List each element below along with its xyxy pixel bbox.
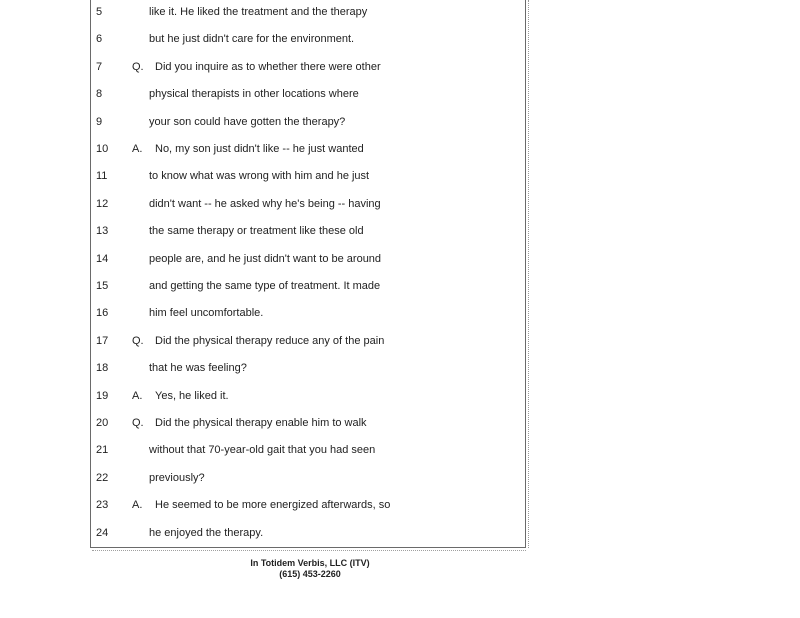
footer-company: In Totidem Verbis, LLC (ITV) bbox=[250, 558, 370, 568]
page-shadow-right bbox=[526, 0, 529, 548]
line-text: people are, and he just didn't want to be around bbox=[149, 252, 382, 265]
line-text: physical therapists in other locations where bbox=[149, 88, 359, 101]
line-number: 18 bbox=[96, 362, 109, 375]
line-text: He seemed to be more energized afterwards, so bbox=[155, 499, 391, 512]
line-text: No, my son just didn't like -- he just wanted bbox=[155, 143, 364, 155]
line-text: that he was feeling? bbox=[149, 362, 247, 375]
footer-phone: (615) 453-2260 bbox=[279, 569, 341, 579]
line-number: 24 bbox=[96, 526, 109, 539]
line-number: 8 bbox=[96, 88, 103, 101]
line-number: 23 bbox=[96, 499, 109, 512]
line-text: without that 70-year-old gait that you had seen bbox=[149, 444, 376, 457]
line-text: to know what was wrong with him and he just bbox=[149, 170, 370, 183]
line-text: the same therapy or treatment like these old bbox=[149, 225, 364, 238]
line-number: 19 bbox=[96, 389, 109, 402]
line-text: Did the physical therapy reduce any of the pain bbox=[155, 334, 385, 347]
line-number: 21 bbox=[96, 444, 109, 457]
line-number: 22 bbox=[96, 471, 109, 484]
page-shadow-bottom bbox=[92, 549, 526, 551]
line-text: Did you inquire as to whether there were other bbox=[155, 60, 381, 73]
qa-marker: A. bbox=[132, 143, 143, 155]
line-text: and getting the same type of treatment. It made bbox=[149, 280, 381, 292]
qa-marker: Q. bbox=[132, 417, 144, 429]
line-number: 13 bbox=[96, 225, 109, 238]
line-text: Yes, he liked it. bbox=[155, 389, 229, 402]
line-text: didn't want -- he asked why he's being -- having bbox=[149, 197, 381, 210]
line-number: 5 bbox=[96, 6, 103, 18]
line-number: 9 bbox=[96, 115, 103, 128]
qa-marker: Q. bbox=[132, 334, 144, 347]
line-number: 14 bbox=[96, 252, 109, 265]
qa-marker: A. bbox=[132, 389, 143, 402]
line-number: 20 bbox=[96, 417, 109, 429]
qa-marker: Q. bbox=[132, 60, 144, 73]
line-text: previously? bbox=[149, 471, 205, 484]
line-number: 11 bbox=[96, 170, 108, 183]
line-text: him feel uncomfortable. bbox=[149, 307, 264, 320]
line-number: 6 bbox=[96, 33, 103, 46]
line-number: 17 bbox=[96, 334, 109, 347]
line-text: Did the physical therapy enable him to walk bbox=[155, 417, 367, 429]
line-number: 16 bbox=[96, 307, 109, 320]
line-number: 15 bbox=[96, 280, 109, 292]
qa-marker: A. bbox=[132, 499, 143, 512]
line-number: 10 bbox=[96, 143, 109, 155]
line-number: 12 bbox=[96, 197, 109, 210]
line-text: your son could have gotten the therapy? bbox=[149, 115, 346, 128]
line-text: he enjoyed the therapy. bbox=[149, 526, 264, 539]
line-text: like it. He liked the treatment and the therapy bbox=[149, 6, 368, 18]
line-text: but he just didn't care for the environment. bbox=[149, 33, 355, 46]
line-number: 7 bbox=[96, 60, 103, 73]
transcript-page bbox=[90, 0, 526, 548]
